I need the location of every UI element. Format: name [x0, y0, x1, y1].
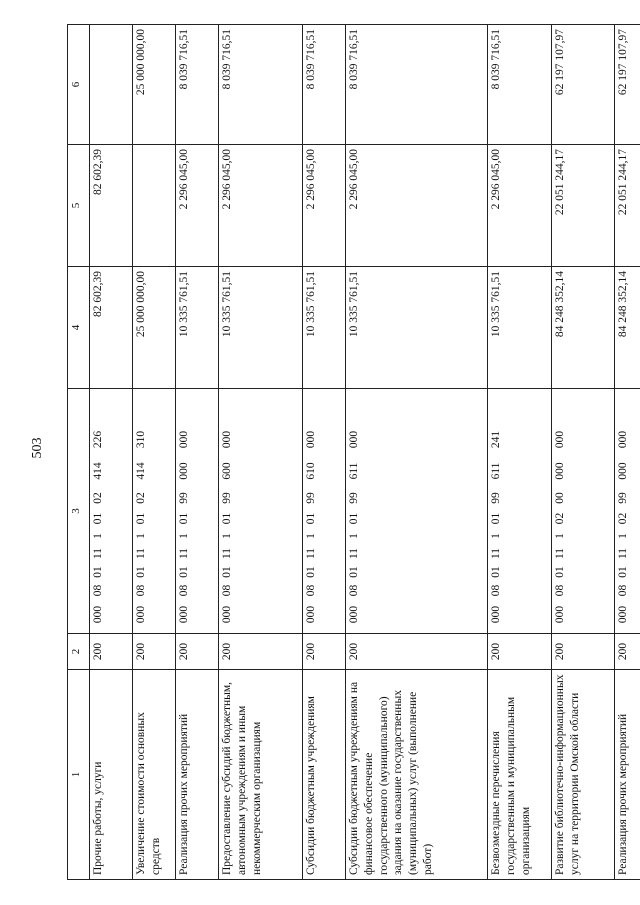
row-amount-6: 62 197 107,97: [615, 25, 640, 145]
row-kvr: 200: [219, 634, 303, 670]
row-amount-6: 62 197 107,97: [551, 25, 614, 145]
row-name: Субсидии бюджетным учреждениям: [303, 670, 346, 880]
row-name: Субсидии бюджетным учреждениям на финансовое обеспечение государственного (муниципального) задания на оказание государственных (муниципальных) услуг (выполнение работ): [346, 670, 488, 880]
table-row: [615, 25, 640, 880]
row-amount-4: 25 000 000,00: [132, 267, 175, 389]
table-row: [346, 25, 488, 880]
row-name: Предоставление субсидий бюджетным, автономным учреждениям и иным некоммерческим организациям: [219, 670, 303, 880]
row-amount-5: 82 602,39: [89, 145, 132, 267]
row-amount-5: 2 296 045,00: [303, 145, 346, 267]
table-row: [303, 25, 346, 880]
row-amount-5: 2 296 045,00: [488, 145, 551, 267]
row-code: 00008011110102414310: [132, 389, 175, 634]
table-row: [551, 25, 614, 880]
row-amount-5: 2 296 045,00: [346, 145, 488, 267]
row-amount-6: [89, 25, 132, 145]
row-amount-5: 2 296 045,00: [176, 145, 219, 267]
header-row: [68, 25, 90, 880]
row-name: Реализация прочих мероприятий: [615, 670, 640, 880]
header-cell: 3: [68, 389, 90, 634]
row-kvr: 200: [346, 634, 488, 670]
page-number: 503: [30, 437, 45, 459]
row-code: 00008011110199611000: [346, 389, 488, 634]
row-code: 00008011110299000000: [615, 389, 640, 634]
row-amount-4: 10 335 761,51: [346, 267, 488, 389]
row-code: 00008011110199611241: [488, 389, 551, 634]
row-amount-4: 82 602,39: [89, 267, 132, 389]
row-amount-6: 8 039 716,51: [303, 25, 346, 145]
row-amount-4: 10 335 761,51: [303, 267, 346, 389]
row-name: Реализация прочих мероприятий: [176, 670, 219, 880]
row-code: 00008011110200000000: [551, 389, 614, 634]
row-amount-5: 2 296 045,00: [219, 145, 303, 267]
header-cell: 2: [68, 634, 90, 670]
row-amount-4: 84 248 352,14: [615, 267, 640, 389]
row-amount-6: 8 039 716,51: [488, 25, 551, 145]
row-amount-4: 10 335 761,51: [176, 267, 219, 389]
row-name: Увеличение стоимости основных средств: [132, 670, 175, 880]
row-amount-6: 25 000 000,00: [132, 25, 175, 145]
row-amount-6: 8 039 716,51: [346, 25, 488, 145]
row-amount-5: 22 051 244,17: [615, 145, 640, 267]
header-cell: 1: [68, 670, 90, 880]
table-row: [176, 25, 219, 880]
row-name: Развитие библиотечно-информационных услуг на территории Омской области: [551, 670, 614, 880]
row-kvr: 200: [488, 634, 551, 670]
header-cell: 4: [68, 267, 90, 389]
row-kvr: 200: [551, 634, 614, 670]
row-kvr: 200: [176, 634, 219, 670]
row-code: 00008011110102414226: [89, 389, 132, 634]
row-amount-5: 22 051 244,17: [551, 145, 614, 267]
row-amount-4: 10 335 761,51: [219, 267, 303, 389]
table-row: [219, 25, 303, 880]
table-row: [488, 25, 551, 880]
row-amount-4: 10 335 761,51: [488, 267, 551, 389]
header-cell: 6: [68, 25, 90, 145]
row-name: Прочие работы, услуги: [89, 670, 132, 880]
row-kvr: 200: [303, 634, 346, 670]
budget-table: [67, 24, 640, 880]
row-name: Безвозмездные перечисления государственным и муниципальным организациям: [488, 670, 551, 880]
header-cell: 5: [68, 145, 90, 267]
row-kvr: 200: [89, 634, 132, 670]
row-code: 00008011110199610000: [303, 389, 346, 634]
rotated-table-wrapper: [67, 25, 640, 880]
table-row: [89, 25, 132, 880]
row-amount-6: 8 039 716,51: [176, 25, 219, 145]
row-code: 00008011110199000000: [176, 389, 219, 634]
row-amount-4: 84 248 352,14: [551, 267, 614, 389]
row-amount-5: [132, 145, 175, 267]
row-amount-6: 8 039 716,51: [219, 25, 303, 145]
row-kvr: 200: [132, 634, 175, 670]
row-code: 00008011110199600000: [219, 389, 303, 634]
row-kvr: 200: [615, 634, 640, 670]
table-row: [132, 25, 175, 880]
